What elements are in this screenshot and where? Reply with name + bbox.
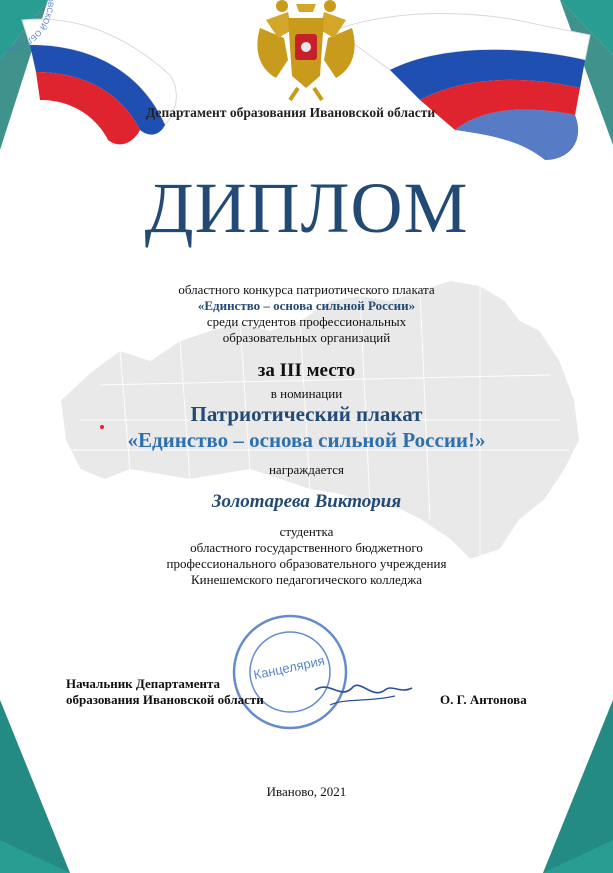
signer-position-line-1: Начальник Департамента	[66, 676, 221, 691]
recipient-name: Золотарева Виктория	[211, 491, 402, 512]
place-text: за III место	[257, 360, 356, 381]
awarded-label: награждается	[268, 462, 345, 477]
handwritten-signature	[315, 685, 412, 692]
contest-line-3: среди студентов профессиональных	[206, 314, 407, 329]
recipient-line-3: профессионального образовательного учреждения	[166, 556, 447, 571]
contest-name: «Единство – основа сильной России»	[197, 298, 416, 313]
in-nomination-label: в номинации	[270, 386, 343, 401]
diploma-title: ДИПЛОМ	[144, 168, 469, 248]
stamp-ring-text: ВСКОЙ ОБЛАСТИ	[5, 1, 56, 55]
signer-name: О. Г. Антонова	[440, 692, 527, 707]
recipient-line-1: студентка	[279, 524, 334, 539]
nomination-title: Патриотический плакат	[190, 402, 423, 426]
stamp-center-text: Канцелярия	[252, 652, 326, 683]
nomination-subtitle: «Единство – основа сильной России!»	[127, 428, 486, 452]
city-year: Иваново, 2021	[266, 784, 347, 799]
contest-line-4: образовательных организаций	[222, 330, 391, 345]
department-name: Департамент образования Ивановской области	[146, 105, 436, 120]
svg-text:ДЕПАРТАМЕНТ ОБРАЗОВАНИЯ ИВАНОВ	[0, 0, 55, 55]
signer-position	[66, 676, 264, 708]
recipient-line-4: Кинешемского педагогического колледжа	[190, 572, 423, 587]
signer-position-line-2: образования Ивановской области	[66, 692, 264, 707]
contest-line-1: областного конкурса патриотического плаката	[178, 282, 435, 297]
recipient-line-2: областного государственного бюджетного	[190, 540, 423, 555]
